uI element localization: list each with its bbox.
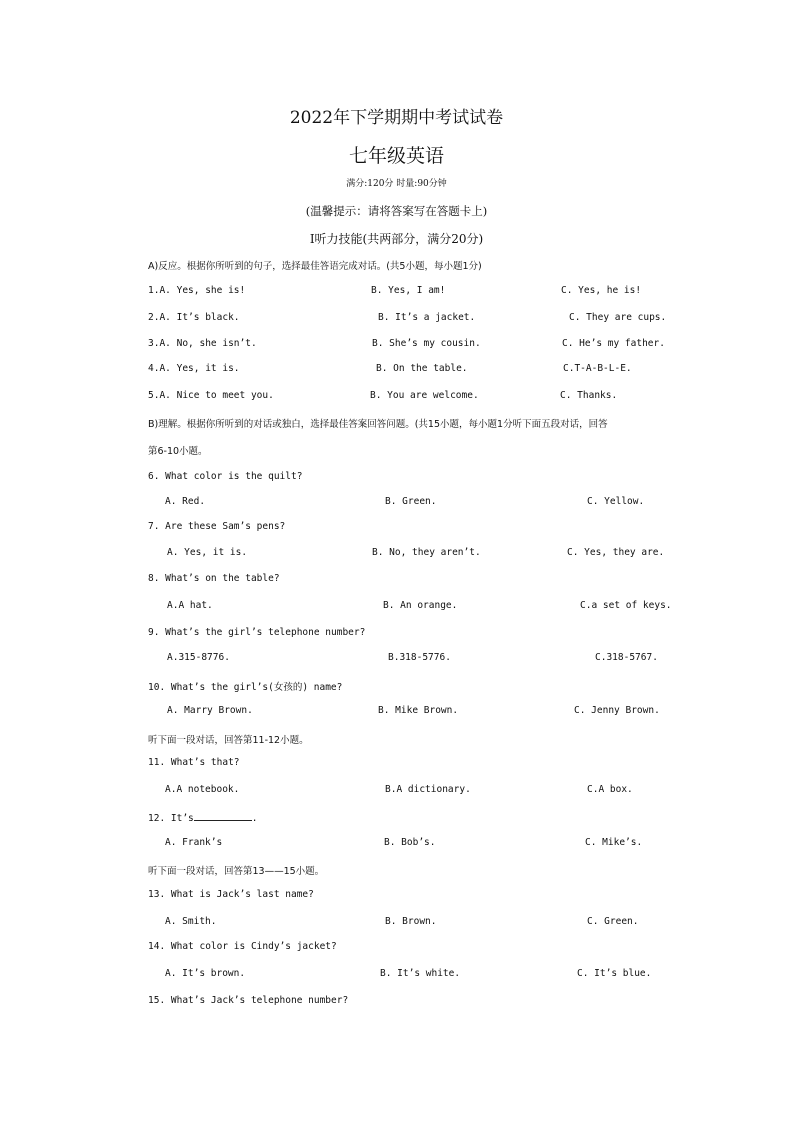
q8-option-b: B. An orange.	[383, 600, 458, 611]
q6-option-b: B. Green.	[385, 496, 437, 507]
q5-option-c: C. Thanks.	[560, 390, 618, 401]
part-b-instruction-2: 第6-10小题。	[148, 446, 208, 457]
q1-option-c: C. Yes, he is!	[561, 285, 642, 296]
q13-option-c: C. Green.	[587, 916, 639, 927]
q10-option-c: C. Jenny Brown.	[574, 705, 660, 716]
q9-option-b: B.318-5776.	[388, 652, 451, 663]
q4-option-a: 4.A. Yes, it is.	[148, 363, 240, 374]
listening-note-11-12: 听下面一段对话，回答第11-12小题。	[148, 735, 309, 746]
section-heading: Ⅰ听力技能(共两部分，满分20分)	[309, 232, 484, 246]
q8-question: 8. What’s on the table?	[148, 573, 280, 584]
q13-question: 13. What is Jack’s last name?	[148, 889, 314, 900]
q8-option-a: A.A hat.	[167, 600, 213, 611]
q5-option-a: 5.A. Nice to meet you.	[148, 390, 274, 401]
q6-question: 6. What color is the quilt?	[148, 471, 303, 482]
q11-question: 11. What’s that?	[148, 757, 240, 768]
q12-question	[148, 811, 258, 824]
q7-question: 7. Are these Sam’s pens?	[148, 521, 286, 532]
q3-option-a: 3.A. No, she isn’t.	[148, 338, 257, 349]
q7-option-b: B. No, they aren’t.	[372, 547, 481, 558]
q10-option-b: B. Mike Brown.	[378, 705, 459, 716]
q1-option-a: 1.A. Yes, she is!	[148, 285, 246, 296]
q9-option-a: A.315-8776.	[167, 652, 230, 663]
q2-option-c: C. They are cups.	[569, 312, 667, 323]
exam-subtitle: 七年级英语	[348, 145, 444, 167]
q10-question: 10. What’s the girl’s(女孩的) name?	[148, 682, 343, 693]
q14-option-a: A. It’s brown.	[165, 968, 246, 979]
q14-option-b: B. It’s white.	[380, 968, 461, 979]
q4-option-b: B. On the table.	[376, 363, 468, 374]
q12-option-a: A. Frank’s	[165, 837, 223, 848]
part-a-instruction: A)反应。根据你所听到的句子，选择最佳答语完成对话。(共5小题，每小题1分)	[148, 261, 482, 272]
exam-tip: (温馨提示：请将答案写在答题卡上)	[305, 204, 488, 218]
q4-option-c: C.T-A-B-L-E.	[563, 363, 632, 374]
q7-option-c: C. Yes, they are.	[567, 547, 665, 558]
q3-option-c: C. He’s my father.	[562, 338, 665, 349]
exam-title: 2022年下学期期中考试试卷	[289, 108, 504, 128]
q2-option-b: B. It’s a jacket.	[378, 312, 476, 323]
q12-option-b: B. Bob’s.	[384, 837, 436, 848]
exam-meta: 满分:120分 时量:90分钟	[346, 179, 447, 189]
q1-option-b: B. Yes, I am!	[371, 285, 446, 296]
listening-note-13-15: 听下面一段对话，回答第13——15小题。	[148, 866, 325, 877]
q12-option-c: C. Mike’s.	[585, 837, 643, 848]
q9-option-c: C.318-5767.	[595, 652, 658, 663]
q11-option-c: C.A box.	[587, 784, 633, 795]
q2-option-a: 2.A. It’s black.	[148, 312, 240, 323]
q12-question-text: 12. It’s	[148, 813, 194, 824]
q14-question: 14. What color is Cindy’s jacket?	[148, 941, 337, 952]
q3-option-b: B. She’s my cousin.	[372, 338, 481, 349]
q12-blank	[194, 811, 252, 821]
q6-option-c: C. Yellow.	[587, 496, 645, 507]
q13-option-a: A. Smith.	[165, 916, 217, 927]
q13-option-b: B. Brown.	[385, 916, 437, 927]
q10-option-a: A. Marry Brown.	[167, 705, 253, 716]
q8-option-c: C.a set of keys.	[580, 600, 672, 611]
q11-option-a: A.A notebook.	[165, 784, 240, 795]
q7-option-a: A. Yes, it is.	[167, 547, 248, 558]
q12-question-end: .	[251, 813, 258, 824]
q14-option-c: C. It’s blue.	[577, 968, 652, 979]
q6-option-a: A. Red.	[165, 496, 206, 507]
q9-question: 9. What’s the girl’s telephone number?	[148, 627, 366, 638]
q15-question: 15. What’s Jack’s telephone number?	[148, 995, 349, 1006]
q5-option-b: B. You are welcome.	[370, 390, 479, 401]
part-b-instruction-1: B)理解。根据你所听到的对话或独白，选择最佳答案回答问题。(共15小题，每小题1分听下面五段对话，回答	[148, 419, 608, 430]
q11-option-b: B.A dictionary.	[385, 784, 471, 795]
